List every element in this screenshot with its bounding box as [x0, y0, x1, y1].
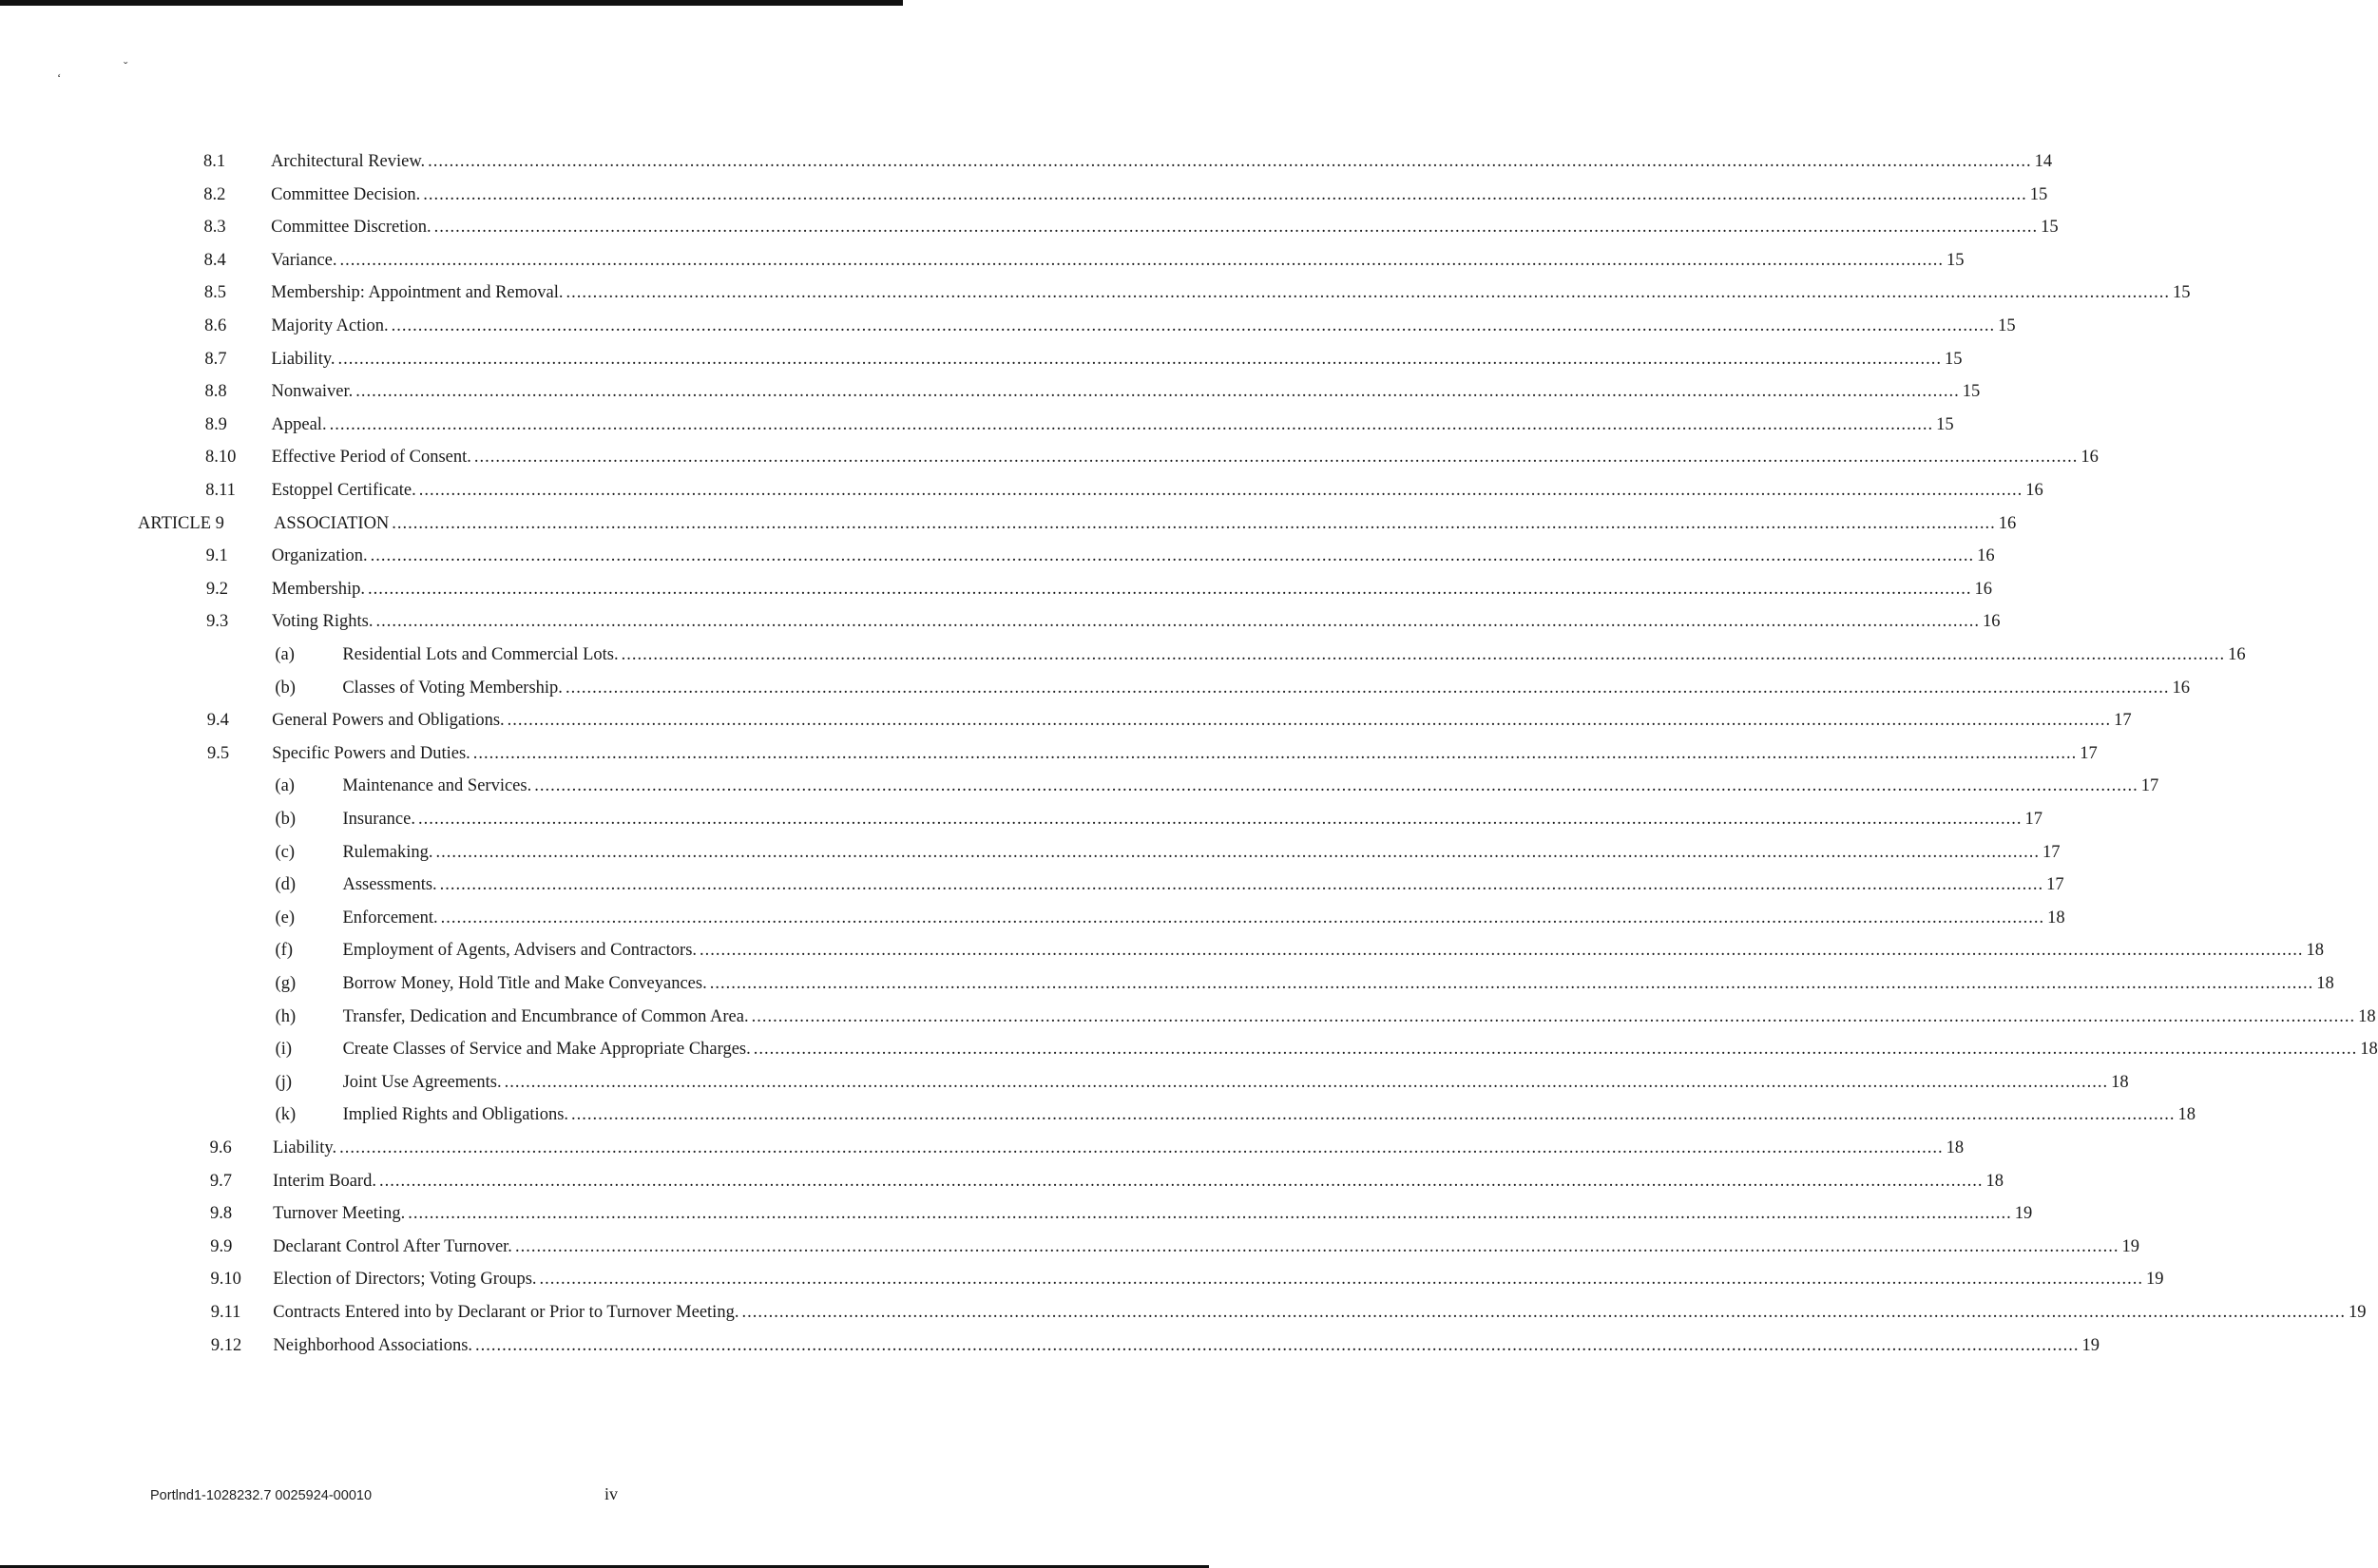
toc-number: 8.11	[205, 481, 236, 500]
document-id: Portlnd1-1028232.7 0025924-00010	[150, 1488, 373, 1503]
toc-title: Membership: Appointment and Removal.	[271, 283, 564, 303]
toc-entry	[271, 316, 2016, 336]
toc-title: ASSOCIATION	[274, 513, 390, 533]
dot-leader: ............................................................................................................................................................................................................................................................................................................	[339, 250, 1945, 270]
toc-row	[0, 1270, 2164, 1298]
dot-leader: ............................................................................................................................................................................................................................................................................................................	[621, 645, 2226, 664]
toc-row	[0, 1335, 2100, 1365]
dot-leader: ............................................................................................................................................................................................................................................................................................................	[337, 349, 1943, 369]
toc-entry	[342, 678, 2190, 698]
dot-leader: ............................................................................................................................................................................................................................................................................................................	[435, 842, 2041, 862]
toc-number: (b)	[275, 810, 297, 829]
toc-page: 16	[1998, 513, 2017, 533]
dot-leader: ............................................................................................................................................................................................................................................................................................................	[566, 283, 2171, 303]
toc-number: 9.11	[210, 1303, 241, 1322]
dot-leader: ............................................................................................................................................................................................................................................................................................................	[391, 316, 1996, 335]
toc-entry	[342, 908, 2065, 928]
toc-row	[0, 579, 1992, 608]
toc-row	[0, 711, 2132, 739]
toc-page: 18	[1985, 1171, 2004, 1191]
toc-number: 9.7	[209, 1171, 232, 1191]
toc-entry	[271, 612, 2001, 632]
toc-title: Rulemaking.	[342, 842, 433, 862]
toc-entry	[271, 349, 1963, 370]
toc-page: 19	[2121, 1236, 2139, 1256]
toc-row	[0, 1138, 1965, 1167]
toc-row	[0, 218, 2059, 246]
toc-entry	[271, 250, 1965, 271]
toc-number: 8.6	[204, 316, 227, 335]
toc-number: 8.1	[203, 152, 226, 171]
toc-entry	[271, 218, 2059, 238]
toc-page: 16	[1983, 612, 2001, 632]
toc-entry	[271, 579, 1992, 600]
dot-leader: ............................................................................................................................................................................................................................................................................................................	[440, 908, 2045, 927]
toc-row	[0, 349, 1963, 378]
dot-leader: ............................................................................................................................................................................................................................................................................................................	[375, 612, 1980, 632]
toc-row	[0, 448, 2099, 476]
toc-page: 17	[2046, 875, 2064, 895]
toc-title: Majority Action.	[271, 316, 389, 335]
toc-number: 9.1	[205, 546, 228, 566]
toc-row	[0, 316, 2016, 345]
toc-page: 16	[1974, 579, 1992, 599]
dot-leader: ............................................................................................................................................................................................................................................................................................................	[417, 810, 2023, 829]
toc-number: 8.10	[204, 448, 237, 468]
dot-leader: ............................................................................................................................................................................................................................................................................................................	[753, 1040, 2358, 1060]
toc-entry	[271, 546, 1995, 566]
toc-number: (a)	[275, 776, 295, 796]
toc-title: Classes of Voting Membership.	[342, 678, 563, 698]
toc-entry	[271, 448, 2099, 468]
dot-leader: ............................................................................................................................................................................................................................................................................................................	[355, 382, 1960, 402]
toc-title: Joint Use Agreements.	[342, 1072, 502, 1092]
toc-entry	[342, 776, 2159, 796]
toc-title: Committee Decision.	[271, 184, 421, 204]
toc-row	[0, 1072, 2129, 1101]
toc-page: 19	[2348, 1303, 2367, 1322]
toc-row	[0, 974, 2334, 1003]
toc-entry	[342, 974, 2334, 994]
toc-title: Contracts Entered into by Declarant or Prior to Turnover Meeting.	[273, 1303, 739, 1322]
toc-page: 15	[1936, 414, 1954, 434]
toc-title: Membership.	[271, 579, 365, 599]
toc-page: 16	[2081, 448, 2099, 468]
toc-entry	[342, 842, 2061, 863]
toc-page: 15	[2173, 283, 2191, 303]
toc-number: 8.9	[204, 414, 227, 434]
toc-row	[0, 842, 2061, 871]
toc-page: 16	[2228, 645, 2246, 664]
toc-entry	[272, 1138, 1965, 1158]
toc-number: (i)	[275, 1040, 293, 1060]
toc-row	[0, 382, 1981, 411]
toc-page: 18	[2360, 1040, 2378, 1060]
toc-title: Variance.	[271, 250, 337, 270]
toc-page: 14	[2034, 152, 2053, 171]
toc-title: Liability.	[272, 1138, 337, 1157]
toc-title: Election of Directors; Voting Groups.	[273, 1270, 537, 1290]
toc-entry	[342, 810, 2042, 830]
toc-page: 15	[1998, 316, 2016, 335]
dot-leader: ............................................................................................................................................................................................................................................................................................................	[700, 941, 2304, 961]
toc-entry	[273, 1236, 2139, 1257]
toc-number: (e)	[275, 908, 296, 927]
toc-page: 18	[2316, 974, 2334, 993]
toc-row	[0, 1236, 2139, 1266]
toc-page: 18	[2177, 1105, 2196, 1125]
toc-row	[0, 1303, 2367, 1331]
toc-title: General Powers and Obligations.	[272, 711, 505, 731]
dot-leader: ............................................................................................................................................................................................................................................................................................................	[507, 711, 2112, 731]
toc-row	[0, 941, 2325, 969]
scan-edge-top	[0, 0, 903, 6]
toc-row	[0, 414, 1954, 444]
scan-mark-corner: ʻ	[57, 70, 62, 85]
toc-number: (h)	[275, 1006, 297, 1026]
toc-title: Neighborhood Associations.	[273, 1335, 473, 1355]
toc-page: 18	[2358, 1006, 2376, 1026]
toc-page: 17	[2080, 743, 2098, 763]
page-number: iv	[604, 1484, 619, 1503]
toc-title: Assessments.	[342, 875, 437, 895]
toc-row	[0, 1040, 2378, 1068]
toc-row	[0, 1204, 2033, 1233]
dot-leader: ............................................................................................................................................................................................................................................................................................................	[423, 184, 2027, 204]
toc-row	[0, 645, 2246, 674]
dot-leader: ............................................................................................................................................................................................................................................................................................................	[367, 579, 1972, 599]
toc-number: 8.5	[203, 283, 226, 303]
toc-number: 9.8	[210, 1204, 233, 1224]
toc-number: 8.7	[204, 349, 227, 369]
toc-title: Insurance.	[342, 810, 415, 829]
toc-entry	[342, 941, 2325, 961]
toc-number: 8.8	[204, 382, 227, 402]
toc-number: 9.6	[209, 1138, 232, 1157]
toc-row	[0, 875, 2064, 904]
dot-leader: ............................................................................................................................................................................................................................................................................................................	[539, 1270, 2144, 1290]
toc-row	[0, 152, 2053, 181]
toc-number: 9.10	[210, 1270, 241, 1290]
toc-title: Nonwaiver.	[271, 382, 354, 402]
toc-entry	[271, 481, 2043, 501]
toc-title: Liability.	[271, 349, 336, 369]
toc-title: Turnover Meeting.	[273, 1204, 406, 1224]
toc-title: Interim Board.	[273, 1171, 376, 1191]
dot-leader: ............................................................................................................................................................................................................................................................................................................	[504, 1072, 2109, 1092]
toc-title: Maintenance and Services.	[342, 776, 532, 796]
dot-leader: ............................................................................................................................................................................................................................................................................................................	[565, 678, 2170, 698]
toc-page: 15	[2041, 218, 2059, 238]
toc-entry	[271, 283, 2191, 303]
toc-number: 8.4	[203, 250, 226, 270]
toc-row	[0, 184, 2048, 214]
toc-entry	[271, 382, 1981, 402]
toc-number: 8.3	[203, 218, 226, 238]
dot-leader: ............................................................................................................................................................................................................................................................................................................	[514, 1236, 2119, 1256]
toc-number: 9.9	[210, 1236, 233, 1256]
toc-page: 18	[2111, 1072, 2129, 1092]
scan-mark-top-left: ˇ	[124, 59, 128, 73]
toc-title: Effective Period of Consent.	[271, 448, 471, 468]
dot-leader: ............................................................................................................................................................................................................................................................................................................	[428, 152, 2032, 171]
toc-number: (b)	[275, 678, 296, 698]
toc-entry	[274, 513, 2017, 534]
toc-entry	[342, 1105, 2196, 1125]
dot-leader: ............................................................................................................................................................................................................................................................................................................	[339, 1138, 1944, 1157]
toc-number: (j)	[275, 1072, 293, 1092]
toc-row	[0, 1006, 2376, 1036]
toc-page: 17	[2140, 776, 2159, 796]
dot-leader: ............................................................................................................................................................................................................................................................................................................	[418, 481, 2023, 500]
toc-entry	[273, 1171, 2004, 1192]
toc-row	[0, 908, 2065, 937]
toc-entry	[272, 711, 2132, 731]
dot-leader: ............................................................................................................................................................................................................................................................................................................	[534, 776, 2138, 796]
toc-page: 15	[1945, 349, 1963, 369]
toc-entry	[342, 645, 2246, 665]
toc-number: 9.4	[206, 711, 229, 731]
toc-title: Transfer, Dedication and Encumbrance of Common Area.	[342, 1006, 749, 1026]
toc-number: (k)	[275, 1105, 297, 1125]
dot-leader: ............................................................................................................................................................................................................................................................................................................	[433, 218, 2039, 238]
toc-row	[0, 546, 1995, 575]
toc-entry	[271, 184, 2048, 205]
toc-page: 19	[2146, 1270, 2164, 1290]
toc-page: 19	[2081, 1335, 2100, 1355]
toc-page: 17	[2114, 711, 2132, 731]
toc-number: (f)	[275, 941, 293, 961]
toc-number: 9.2	[205, 579, 228, 599]
toc-title: Appeal.	[271, 414, 327, 434]
toc-number: 9.12	[210, 1335, 242, 1355]
toc-row	[0, 250, 1965, 279]
dot-leader: ............................................................................................................................................................................................................................................................................................................	[329, 414, 1934, 434]
toc-page: 16	[2172, 678, 2190, 698]
toc-entry	[342, 875, 2064, 895]
toc-row	[0, 1171, 2004, 1200]
toc-row	[0, 513, 2017, 543]
dot-leader: ............................................................................................................................................................................................................................................................................................................	[439, 875, 2044, 895]
toc-number: 9.3	[206, 612, 229, 632]
toc-row	[0, 481, 2043, 509]
toc-row	[0, 743, 2098, 773]
toc-row	[0, 612, 2001, 641]
toc-number: (a)	[275, 645, 295, 664]
dot-leader: ............................................................................................................................................................................................................................................................................................................	[709, 974, 2314, 993]
dot-leader: ............................................................................................................................................................................................................................................................................................................	[370, 546, 1975, 566]
toc-page: 16	[1977, 546, 1995, 566]
dot-leader: ............................................................................................................................................................................................................................................................................................................	[741, 1303, 2346, 1322]
toc-page: 15	[1947, 250, 1965, 270]
dot-leader: ............................................................................................................................................................................................................................................................................................................	[473, 448, 2079, 468]
toc-title: Organization.	[271, 546, 368, 566]
toc-number: (c)	[275, 842, 295, 862]
toc-number: (g)	[275, 974, 297, 993]
dot-leader: ............................................................................................................................................................................................................................................................................................................	[472, 743, 2078, 763]
toc-title: Enforcement.	[342, 908, 438, 927]
toc-entry	[273, 1270, 2164, 1290]
toc-title: Estoppel Certificate.	[271, 481, 416, 500]
toc-page: 15	[1962, 382, 1981, 402]
toc-entry	[273, 1204, 2033, 1224]
toc-title: Employment of Agents, Advisers and Contractors.	[342, 941, 698, 961]
toc-title: Voting Rights.	[271, 612, 374, 632]
toc-number: 9.5	[206, 743, 230, 763]
toc-row	[0, 678, 2190, 707]
dot-leader: ............................................................................................................................................................................................................................................................................................................	[378, 1171, 1984, 1191]
toc-title: Declarant Control After Turnover.	[273, 1236, 512, 1256]
toc-row	[0, 810, 2042, 838]
toc-title: Residential Lots and Commercial Lots.	[342, 645, 619, 664]
dot-leader: ............................................................................................................................................................................................................................................................................................................	[571, 1105, 2176, 1125]
toc-page: 15	[2029, 184, 2048, 204]
toc-title: Specific Powers and Duties.	[272, 743, 470, 763]
toc-row	[0, 776, 2159, 805]
dot-leader: ............................................................................................................................................................................................................................................................................................................	[475, 1335, 2080, 1355]
dot-leader: ............................................................................................................................................................................................................................................................................................................	[392, 513, 1996, 533]
toc-number: 8.2	[203, 184, 226, 204]
toc-number: ARTICLE 9	[138, 513, 224, 533]
toc-title: Committee Discretion.	[271, 218, 431, 238]
toc-row	[0, 283, 2191, 312]
toc-page: 18	[1946, 1138, 1965, 1157]
toc-row	[0, 1105, 2196, 1134]
toc-page: 17	[2042, 842, 2061, 862]
dot-leader: ............................................................................................................................................................................................................................................................................................................	[408, 1204, 2012, 1224]
toc-page: 18	[2047, 908, 2065, 927]
toc-title: Borrow Money, Hold Title and Make Conveyances.	[342, 974, 707, 993]
toc-entry	[271, 414, 1954, 435]
toc-page: 18	[2306, 941, 2325, 961]
toc-entry	[342, 1040, 2378, 1060]
toc-page: 17	[2024, 810, 2042, 829]
toc-title: Implied Rights and Obligations.	[342, 1105, 569, 1125]
toc-page: 19	[2014, 1204, 2033, 1224]
toc-entry	[342, 1072, 2129, 1093]
toc-title: Architectural Review.	[271, 152, 426, 171]
toc-entry	[272, 743, 2098, 764]
toc-title: Create Classes of Service and Make Appropriate Charges.	[342, 1040, 751, 1060]
toc-entry	[273, 1303, 2367, 1323]
toc-number: (d)	[275, 875, 297, 895]
toc-entry	[271, 152, 2053, 172]
toc-entry	[342, 1006, 2376, 1027]
dot-leader: ............................................................................................................................................................................................................................................................................................................	[751, 1006, 2356, 1026]
toc-entry	[273, 1335, 2100, 1356]
toc-page: 16	[2025, 481, 2043, 500]
